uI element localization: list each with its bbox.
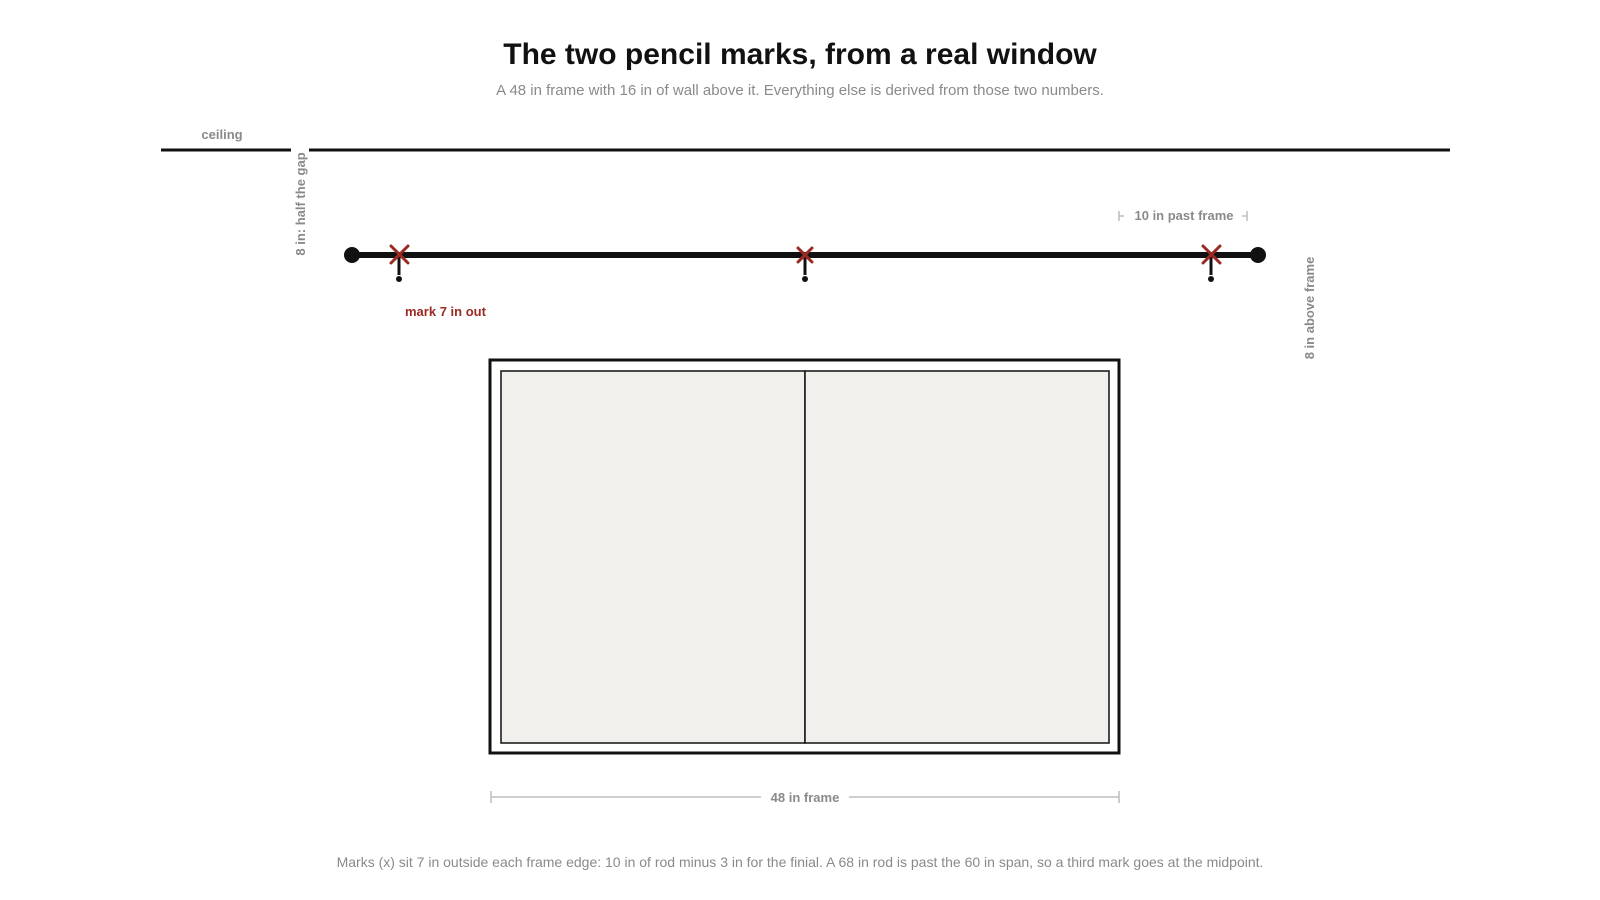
mark-offset-label: mark 7 in out bbox=[405, 304, 486, 319]
footnote: Marks (x) sit 7 in outside each frame edge: 10 in of rod minus 3 in for the finial. A 68 in rod is past the 60 in span, so a third mark goes at the midpoint. bbox=[336, 854, 1264, 870]
half-gap-label: 8 in: half the gap bbox=[293, 152, 308, 256]
window-pane-right bbox=[805, 371, 1109, 743]
page-subtitle: A 48 in frame with 16 in of wall above it. Everything else is derived from those two numbers. bbox=[496, 82, 1104, 99]
page-title: The two pencil marks, from a real window bbox=[503, 38, 1097, 71]
finial-left bbox=[344, 247, 360, 263]
window-pane-left bbox=[501, 371, 805, 743]
past-frame-label: 10 in past frame bbox=[1134, 208, 1234, 223]
frame-width-label: 48 in frame bbox=[770, 790, 840, 805]
ceiling-label: ceiling bbox=[201, 127, 243, 142]
finial-right bbox=[1250, 247, 1266, 263]
above-frame-label: 8 in above frame bbox=[1302, 256, 1317, 360]
